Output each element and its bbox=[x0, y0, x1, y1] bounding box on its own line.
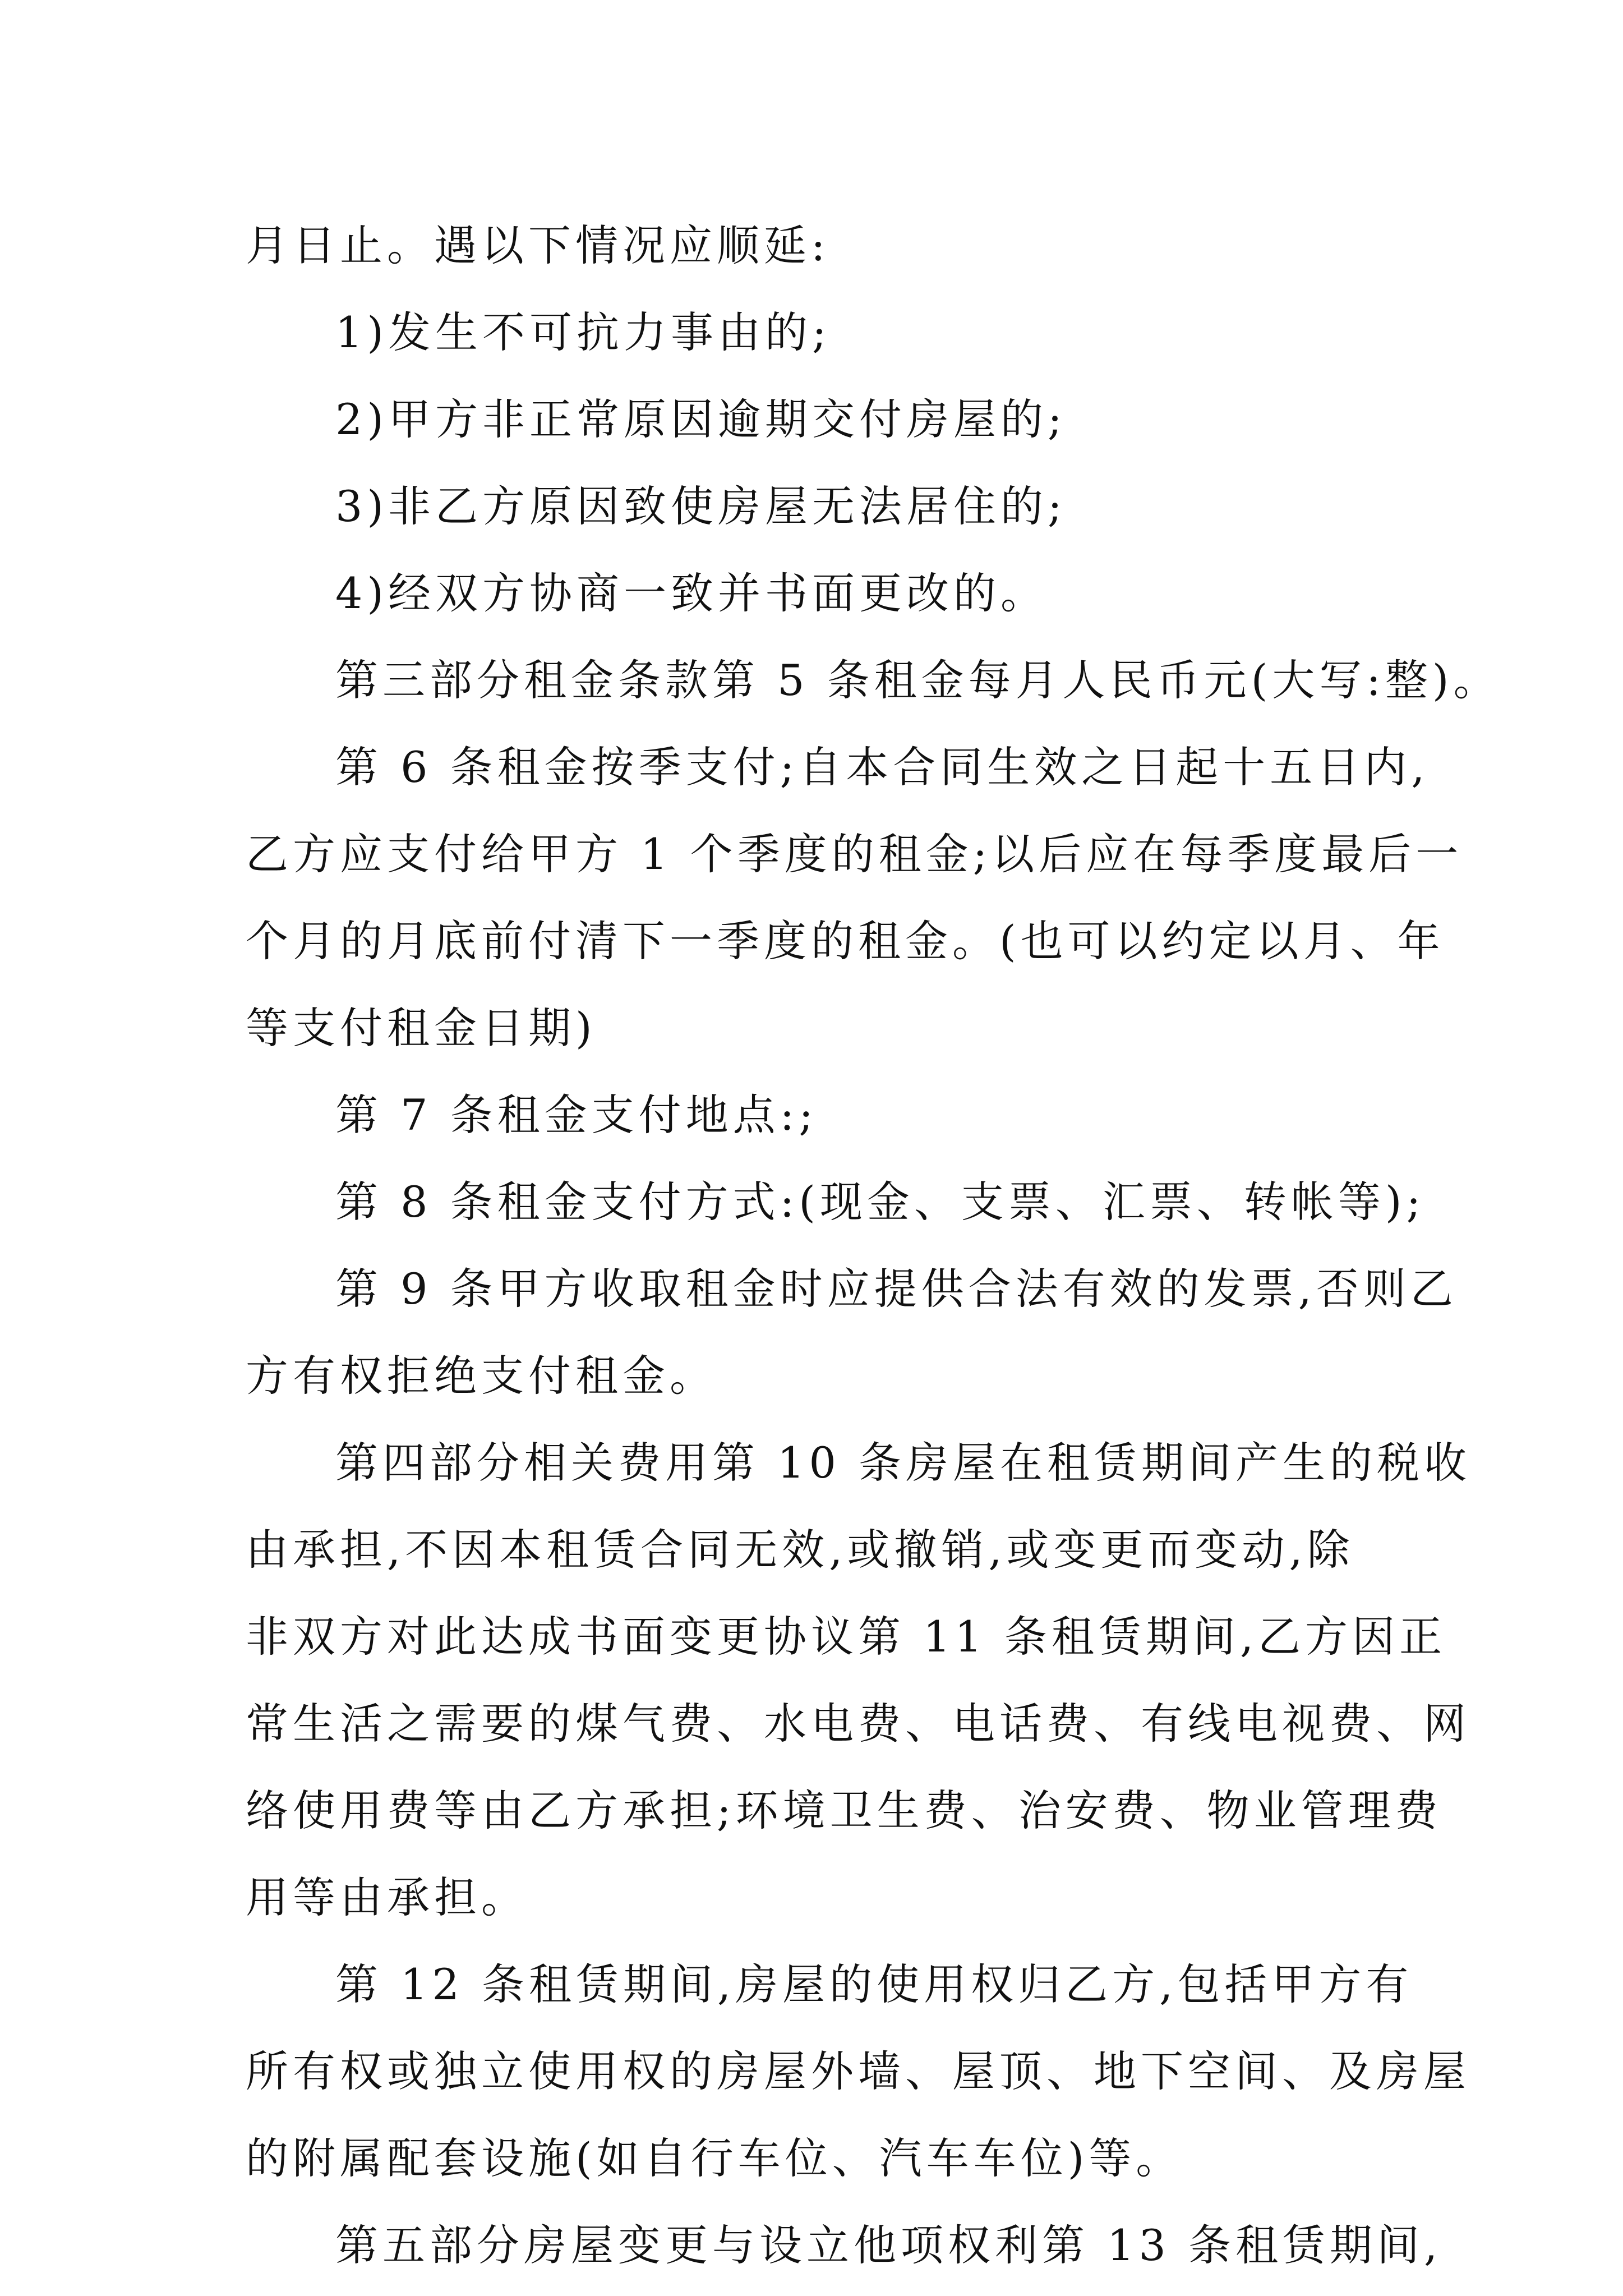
text-line: 第五部分房屋变更与设立他项权利第 13 条租赁期间, bbox=[335, 2220, 1442, 2270]
text-line: 2)甲方非正常原因逾期交付房屋的; bbox=[335, 394, 1067, 444]
text-line: 络使用费等由乙方承担;环境卫生费、治安费、物业管理费 bbox=[246, 1786, 1442, 1835]
text-line: 第 6 条租金按季支付;自本合同生效之日起十五日内, bbox=[335, 742, 1430, 792]
text-line: 由承担,不因本租赁合同无效,或撤销,或变更而变动,除 bbox=[246, 1525, 1354, 1575]
text-line: 第 12 条租赁期间,房屋的使用权归乙方,包括甲方有 bbox=[335, 1959, 1413, 2009]
text-line: 第 8 条租金支付方式:(现金、支票、汇票、转帐等); bbox=[335, 1177, 1426, 1227]
text-line: 第三部分租金条款第 5 条租金每月人民币元(大写:整)。 bbox=[335, 655, 1501, 705]
document-body bbox=[246, 202, 1501, 2289]
text-line: 乙方应支付给甲方 1 个季度的租金;以后应在每季度最后一 bbox=[246, 829, 1463, 879]
text-line: 非双方对此达成书面变更协议第 11 条租赁期间,乙方因正 bbox=[246, 1612, 1447, 1662]
text-line: 常生活之需要的煤气费、水电费、电话费、有线电视费、网 bbox=[246, 1699, 1470, 1749]
text-line: 第四部分相关费用第 10 条房屋在租赁期间产生的税收 bbox=[335, 1438, 1472, 1488]
text-line: 方有权拒绝支付租金。 bbox=[246, 1351, 717, 1401]
text-line: 1)发生不可抗力事由的; bbox=[335, 307, 831, 357]
text-line: 第 7 条租金支付地点:; bbox=[335, 1090, 818, 1140]
text-line: 月日止。遇以下情况应顺延: bbox=[246, 220, 830, 270]
text-line: 用等由承担。 bbox=[246, 1872, 528, 1922]
text-line: 3)非乙方原因致使房屋无法居住的; bbox=[335, 481, 1067, 531]
text-line: 所有权或独立使用权的房屋外墙、屋顶、地下空间、及房屋 bbox=[246, 2046, 1470, 2096]
text-line: 的附属配套设施(如自行车位、汽车车位)等。 bbox=[246, 2133, 1183, 2183]
text-line: 4)经双方协商一致并书面更改的。 bbox=[335, 568, 1048, 618]
text-line: 个月的月底前付清下一季度的租金。(也可以约定以月、年 bbox=[246, 916, 1445, 966]
text-line: 第 9 条甲方收取租金时应提供合法有效的发票,否则乙 bbox=[335, 1264, 1458, 1314]
text-line: 等支付租金日期) bbox=[246, 1003, 597, 1053]
